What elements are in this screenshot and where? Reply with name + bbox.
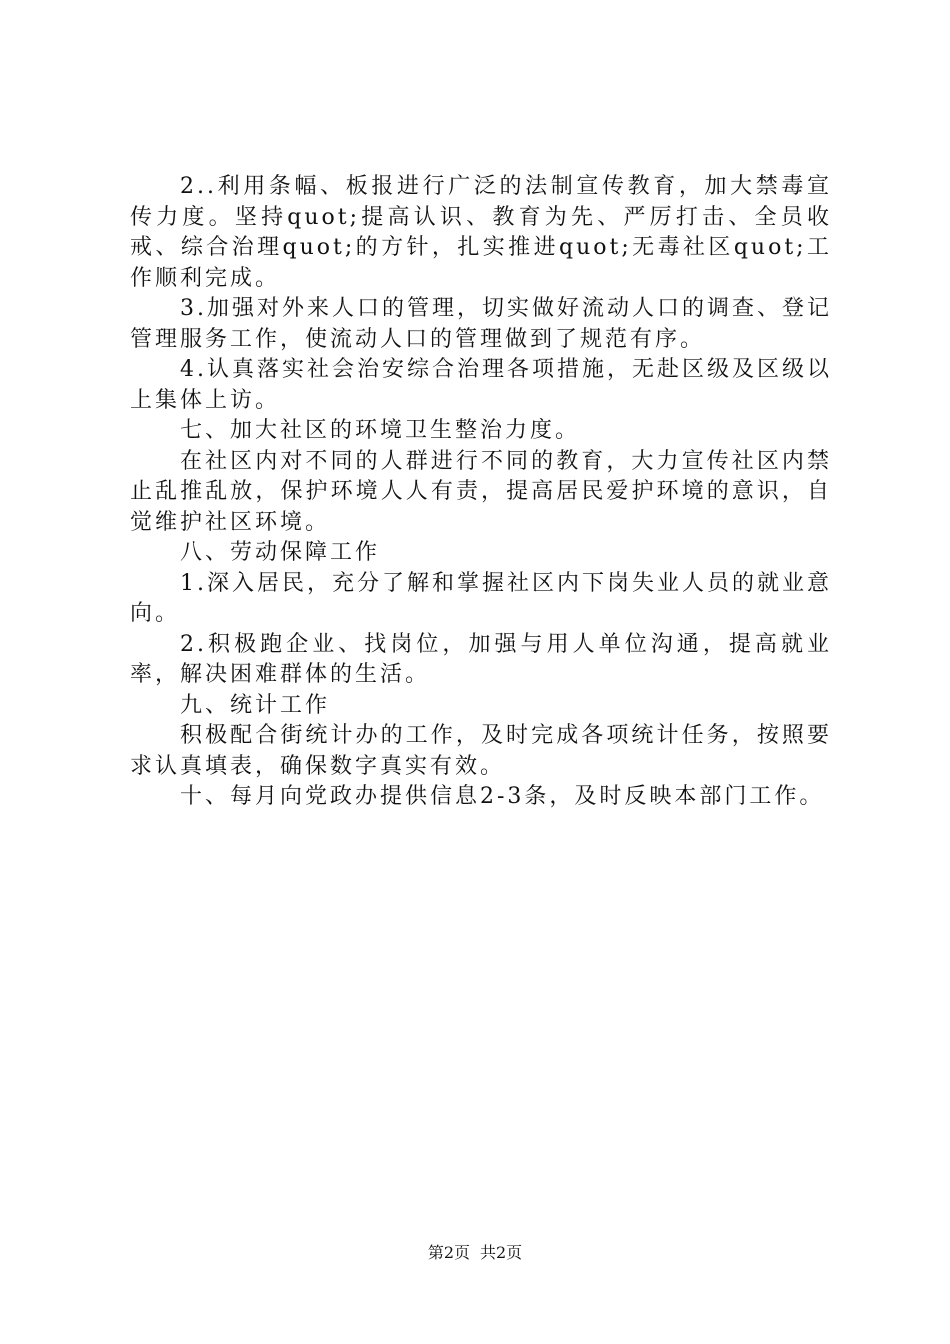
page-footer [0, 1242, 950, 1264]
paragraph-publicity: 2..利用条幅、板报进行广泛的法制宣传教育，加大禁毒宣传力度。坚持quot;提高认识、教育为先、严厉打击、全员收戒、综合治理quot;的方针，扎实推进quot;无毒社区quot;工作顺利完成。 [130, 174, 832, 291]
paragraph-labor-1: 1.深入居民，充分了解和掌握社区内下岗失业人员的就业意向。 [130, 570, 832, 626]
section-heading-environment: 七、加大社区的环境卫生整治力度。 [180, 418, 581, 443]
paragraph-information-reporting: 十、每月向党政办提供信息2-3条，及时反映本部门工作。 [180, 784, 825, 809]
paragraph-public-security: 4.认真落实社会治安综合治理各项措施，无赴区级及区级以上集体上访。 [130, 357, 832, 413]
section-heading-statistics: 九、统计工作 [180, 692, 331, 718]
page-total: 共2页 [480, 1243, 523, 1262]
section-heading-labor: 八、劳动保障工作 [180, 540, 381, 565]
paragraph-migrant-management: 3.加强对外来人口的管理，切实做好流动人口的调查、登记管理服务工作，使流动人口的管理做到了规范有序。 [130, 296, 832, 352]
paragraph-statistics: 积极配合街统计办的工作，及时完成各项统计任务，按照要求认真填表，确保数字真实有效。 [130, 723, 832, 779]
paragraph-environment: 在社区内对不同的人群进行不同的教育，大力宣传社区内禁止乱推乱放，保护环境人人有责，提高居民爱护环境的意识，自觉维护社区环境。 [130, 448, 832, 535]
paragraph-labor-2: 2.积极跑企业、找岗位，加强与用人单位沟通，提高就业率，解决困难群体的生活。 [130, 631, 832, 687]
document-body [130, 172, 832, 813]
page-number: 第2页 [427, 1243, 470, 1262]
